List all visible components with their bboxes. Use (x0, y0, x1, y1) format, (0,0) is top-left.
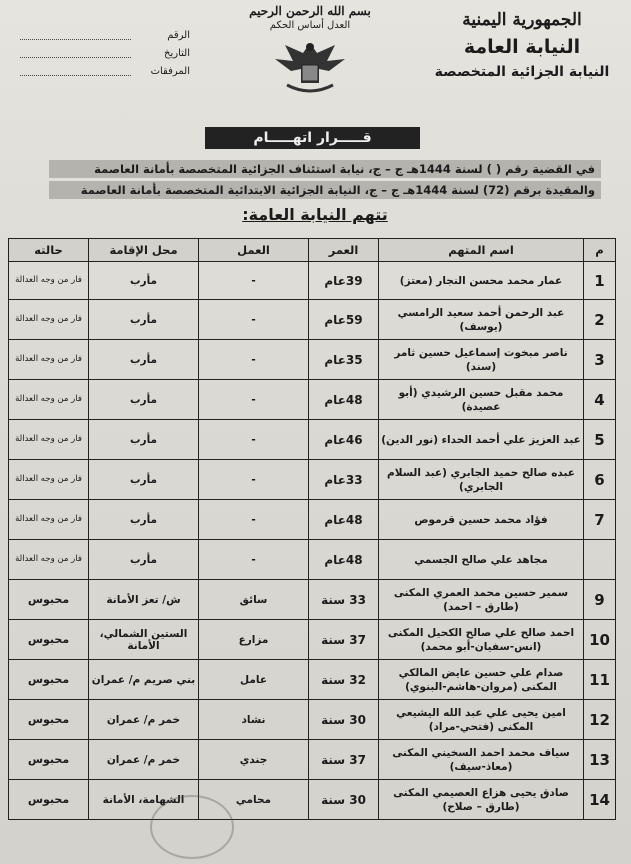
accused-age: 33 سنة (309, 580, 379, 620)
accused-name: احمد صالح علي صالح الكحيل المكنى (انس-سفيان-أبو محمد) (379, 620, 584, 660)
row-number: 10 (584, 620, 616, 660)
accused-name: سمير حسين محمد العمري المكنى (طارق – احمد) (379, 580, 584, 620)
accused-job: جندي (199, 740, 309, 780)
accused-residence: مأرب (89, 380, 199, 420)
accused-residence: ش/ تعز الأمانة (89, 580, 199, 620)
official-stamp-icon (150, 795, 234, 859)
accused-name: صادق يحيى هزاع العصيمي المكنى (طارق – صلاح) (379, 780, 584, 820)
accused-residence: مأرب (89, 460, 199, 500)
case-line-1: في القضية رقم ( ) لسنة 1444هـ ج – ج، نيابة استئناف الجزائية المتخصصة بأمانة العاصمة (49, 160, 601, 178)
header-status: حالته (9, 239, 89, 262)
accused-job: عامل (199, 660, 309, 700)
accused-status: فار من وجه العدالة (9, 420, 89, 460)
accused-age: 46عام (309, 420, 379, 460)
accused-age: 37 سنة (309, 740, 379, 780)
header-residence: محل الإقامة (89, 239, 199, 262)
table-row (9, 740, 616, 780)
row-number: 7 (584, 500, 616, 540)
accused-name: صدام علي حسين عايض المالكي المكنى (مروان-هاشم-البنوي) (379, 660, 584, 700)
accused-job: محامي (199, 780, 309, 820)
accused-status: فار من وجه العدالة (9, 460, 89, 500)
accused-residence: مأرب (89, 500, 199, 540)
accused-residence: بني صريم م/ عمران (89, 660, 199, 700)
table-header-row (9, 239, 616, 262)
department-name: النيابة الجزائية المتخصصة (434, 64, 610, 80)
accused-status: فار من وجه العدالة (9, 540, 89, 580)
accused-status: محبوس (9, 620, 89, 660)
ref-line (20, 31, 131, 40)
accused-age: 59عام (309, 300, 379, 340)
header-age: العمر (309, 239, 379, 262)
row-number: 12 (584, 700, 616, 740)
accused-residence: خمر م/ عمران (89, 700, 199, 740)
accused-age: 39عام (309, 262, 379, 300)
accused-status: فار من وجه العدالة (9, 262, 89, 300)
accused-name: عمار محمد محسن النجار (معتز) (379, 262, 584, 300)
accused-status: فار من وجه العدالة (9, 340, 89, 380)
accused-age: 30 سنة (309, 780, 379, 820)
accused-job: - (199, 262, 309, 300)
motto: العدل أساس الحكم (269, 20, 351, 31)
attachments-line (20, 67, 131, 76)
ref-label: الرقم (167, 30, 190, 41)
row-number: 13 (584, 740, 616, 780)
accused-job: مزارع (199, 620, 309, 660)
header-job: العمل (199, 239, 309, 262)
accused-name: عبده صالح حميد الجابري (عبد السلام الجابري) (379, 460, 584, 500)
table-row (9, 780, 616, 820)
accused-status: محبوس (9, 780, 89, 820)
accused-residence: مأرب (89, 262, 199, 300)
row-number: 11 (584, 660, 616, 700)
accused-job: - (199, 460, 309, 500)
accused-age: 48عام (309, 540, 379, 580)
table-row (9, 700, 616, 740)
accused-status: فار من وجه العدالة (9, 500, 89, 540)
accused-residence: الشهامة، الأمانة (89, 780, 199, 820)
accused-job: - (199, 420, 309, 460)
table-row (9, 300, 616, 340)
accused-status: محبوس (9, 740, 89, 780)
accused-name: عبد العزيز علي أحمد الحداء (نور الدين) (379, 420, 584, 460)
table-row (9, 262, 616, 300)
accused-age: 33عام (309, 460, 379, 500)
accused-residence: مأرب (89, 420, 199, 460)
table-row (9, 420, 616, 460)
office-name: النيابة العامة (463, 36, 581, 58)
country-name: الجمهورية اليمنية (462, 10, 582, 30)
accused-job: - (199, 540, 309, 580)
letterhead-right (427, 10, 617, 80)
row-number: 9 (584, 580, 616, 620)
date-label: التاريخ (164, 48, 190, 59)
accusation-heading: تتهم النيابة العامة: (242, 205, 388, 224)
eagle-emblem-icon (265, 35, 355, 97)
accused-name: سياف محمد احمد السخيني المكنى (معاذ-سيف) (379, 740, 584, 780)
accused-age: 35عام (309, 340, 379, 380)
accused-job: - (199, 300, 309, 340)
accused-status: فار من وجه العدالة (9, 380, 89, 420)
accused-age: 48عام (309, 380, 379, 420)
accused-name: مجاهد علي صالح الجسمي (379, 540, 584, 580)
accused-age: 37 سنة (309, 620, 379, 660)
accused-status: محبوس (9, 580, 89, 620)
table-row (9, 460, 616, 500)
row-number: 2 (584, 300, 616, 340)
accused-name: عبد الرحمن أحمد سعيد الرامسي (يوسف) (379, 300, 584, 340)
decision-title: قـــــرار اتهـــــام (205, 127, 420, 149)
accused-job: - (199, 500, 309, 540)
accused-job: نشاد (199, 700, 309, 740)
accused-status: محبوس (9, 660, 89, 700)
accused-residence: خمر م/ عمران (89, 740, 199, 780)
accused-name: فؤاد محمد حسين قرموص (379, 500, 584, 540)
table-row (9, 380, 616, 420)
row-number: 1 (584, 262, 616, 300)
accused-residence: مأرب (89, 540, 199, 580)
accused-job: - (199, 380, 309, 420)
row-number: 14 (584, 780, 616, 820)
accused-job: سائق (199, 580, 309, 620)
row-number: 5 (584, 420, 616, 460)
letterhead-center (240, 4, 380, 97)
table-row (9, 660, 616, 700)
table-row (9, 540, 616, 580)
accused-table (8, 238, 616, 820)
table-row (9, 340, 616, 380)
accused-age: 32 سنة (309, 660, 379, 700)
header-name: اسم المتهم (379, 239, 584, 262)
accused-name: امين يحيى علي عبد الله اليشيعي المكنى (فتحي-مراد) (379, 700, 584, 740)
accused-residence: مأرب (89, 340, 199, 380)
accused-age: 30 سنة (309, 700, 379, 740)
accused-residence: الستين الشمالي، الأمانة (89, 620, 199, 660)
row-number: 6 (584, 460, 616, 500)
accused-status: محبوس (9, 700, 89, 740)
accused-age: 48عام (309, 500, 379, 540)
header-num: م (584, 239, 616, 262)
row-number: 4 (584, 380, 616, 420)
table-row (9, 580, 616, 620)
case-line-2: والمقيدة برقم (72) لسنة 1444هـ ج – ج، النيابة الجزائية الابتدائية المتخصصة بأمانة العاصمة (49, 181, 601, 199)
attachments-label: المرفقات (150, 66, 190, 77)
basmala: بسم الله الرحمن الرحيم (249, 4, 371, 18)
accused-status: فار من وجه العدالة (9, 300, 89, 340)
row-number: 3 (584, 340, 616, 380)
table-row (9, 620, 616, 660)
date-line (20, 49, 131, 58)
reference-fields (20, 30, 190, 84)
accused-residence: مأرب (89, 300, 199, 340)
row-number (584, 540, 616, 580)
accused-job: - (199, 340, 309, 380)
accused-name: ناصر مبخوت إسماعيل حسين ثامر (سند) (379, 340, 584, 380)
accused-name: محمد مقبل حسين الرشيدي (أبو عصيدة) (379, 380, 584, 420)
table-row (9, 500, 616, 540)
